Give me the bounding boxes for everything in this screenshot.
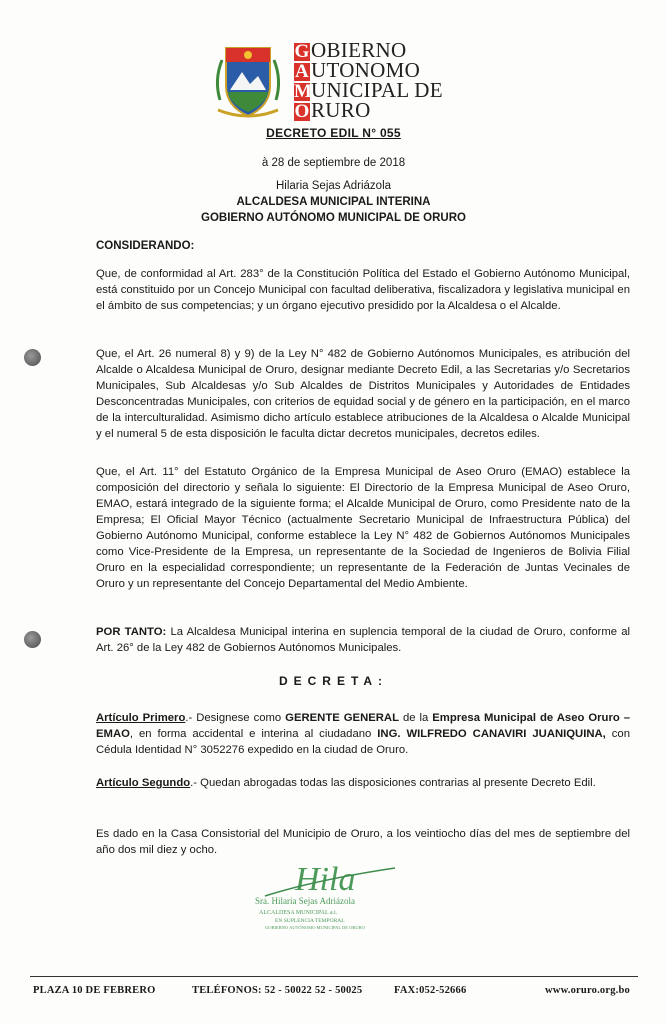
articulo-primero-label: Artículo Primero: [96, 712, 186, 724]
signer-role: ALCALDESA MUNICIPAL INTERINA: [236, 196, 431, 208]
svg-text:EN SUPLENCIA TEMPORAL: EN SUPLENCIA TEMPORAL: [275, 918, 345, 924]
municipal-crest-icon: [212, 40, 284, 120]
decreta-heading: DECRETA:: [278, 674, 389, 688]
por-tanto-label: POR TANTO:: [96, 626, 167, 638]
punch-hole-bottom: [24, 631, 41, 648]
footer-phones: TELÉFONOS: 52 - 50022 52 - 50025: [192, 985, 363, 996]
footer-website[interactable]: www.oruro.org.bo: [545, 985, 630, 996]
signer-name: Hilaria Sejas Adriázola: [275, 180, 392, 192]
articulo-primero: Artículo Primero.- Designese como GERENTE GENERAL de la Empresa Municipal de Aseo Oruro – EMAO, en forma accidental e interina al ciudadano ING. WILFREDO CANAVIRI JUANIQUINA, con Cédula Identidad N° 3052276 expedido en la ciudad de Oruro.: [96, 712, 630, 756]
por-tanto-text: La Alcaldesa Municipal interina en suplencia temporal de la ciudad de Oruro, conforme al Art. 26° de la Ley 482 de Gobiernos Autónomos Municipales.: [96, 626, 630, 654]
svg-text:GOBIERNO AUTÓNOMO MUNICIPAL DE: GOBIERNO AUTÓNOMO MUNICIPAL DE ORURO: [265, 925, 365, 930]
decree-title: DECRETO EDIL N° 055: [266, 126, 401, 140]
por-tanto-paragraph: [96, 624, 630, 656]
letterhead: [212, 38, 452, 122]
handwritten-signature: Hila: [295, 861, 356, 898]
considerando-paragraph-2: Que, el Art. 26 numeral 8) y 9) de la Ley N° 482 de Gobierno Autónomos Municipales, es atribución del Alcalde o Alcaldesa Municipal de Oruro, designar mediante Decreto Edil, a las Secretarias y/o Secretarios Municipales, Sub Alcaldesas y/o Sub Alcaldes de Distritos Municipales y Autoridades de Entidades Desconcentradas Municipales, con criterios de equidad social y de género en la participación, en el marco de la interculturalidad. Asimismo dicho artículo establece atribuciones de la Alcaldesa o Alcalde Municipal y el numeral 5 de esta disposición le faculta dictar decretos municipales, decretos ediles.: [96, 348, 630, 440]
decree-date: à 28 de septiembre de 2018: [261, 157, 406, 169]
considerando-paragraph-1: Que, de conformidad al Art. 283° de la Constitución Política del Estado el Gobierno Autónomo Municipal, está constituido por un Concejo Municipal con facultad deliberativa, fiscalizadora y legislativa municipal en el ámbito de sus competencias; y un órgano ejecutivo presidido por la Alcaldesa o el Alcalde.: [96, 268, 630, 312]
signature-stamp: [255, 850, 415, 940]
articulo-segundo: [96, 775, 630, 791]
government-wordmark: GOBIERNO AUTONOMO MUNICIPAL DE ORURO: [294, 38, 443, 122]
svg-text:ALCALDESA MUNICIPAL a.i.: ALCALDESA MUNICIPAL a.i.: [259, 910, 338, 916]
considerando-paragraph-3: Que, el Art. 11° del Estatuto Orgánico de la Empresa Municipal de Aseo Oruro (EMAO) establece la composición del directorio y señala lo siguiente: El Directorio de la Empresa Municipal de Aseo Oruro, EMAO, estará integrado de la siguiente forma; el Alcalde Municipal de Oruro, como Presidente nato de la Empresa; El Oficial Mayor Técnico (actualmente Secretario Municipal de Infraestructura Pública) del Gobierno Autónomo Municipal, conforme establece la Ley N° 482 de Gobiernos Autónomos Municipales como Vice-Presidente de la Empresa, un representante de la Sociedad de Ingenieros de Bolivia Filial Oruro en la especialidad correspondiente; un representante de la Federación de Juntas Vecinales de Oruro y un representante del Concejo Departamental del Medio Ambiente.: [96, 466, 630, 590]
footer-divider: [30, 976, 638, 977]
punch-hole-top: [24, 349, 41, 366]
footer-fax: FAX:052-52666: [394, 985, 467, 996]
closing-paragraph: Es dado en la Casa Consistorial del Municipio de Oruro, a los veintiocho días del mes de septiembre del año dos mil diez y ocho.: [96, 828, 630, 856]
considerando-heading: CONSIDERANDO:: [96, 240, 195, 252]
footer-address: PLAZA 10 DE FEBRERO: [33, 985, 156, 996]
institution-name: GOBIERNO AUTÓNOMO MUNICIPAL DE ORURO: [201, 212, 466, 224]
articulo-segundo-text: .- Quedan abrogadas todas las disposiciones contrarias al presente Decreto Edil.: [190, 777, 596, 789]
articulo-segundo-label: Artículo Segundo: [96, 777, 191, 789]
svg-text:Sra. Hilaria Sejas Adriázola: Sra. Hilaria Sejas Adriázola: [255, 896, 355, 906]
